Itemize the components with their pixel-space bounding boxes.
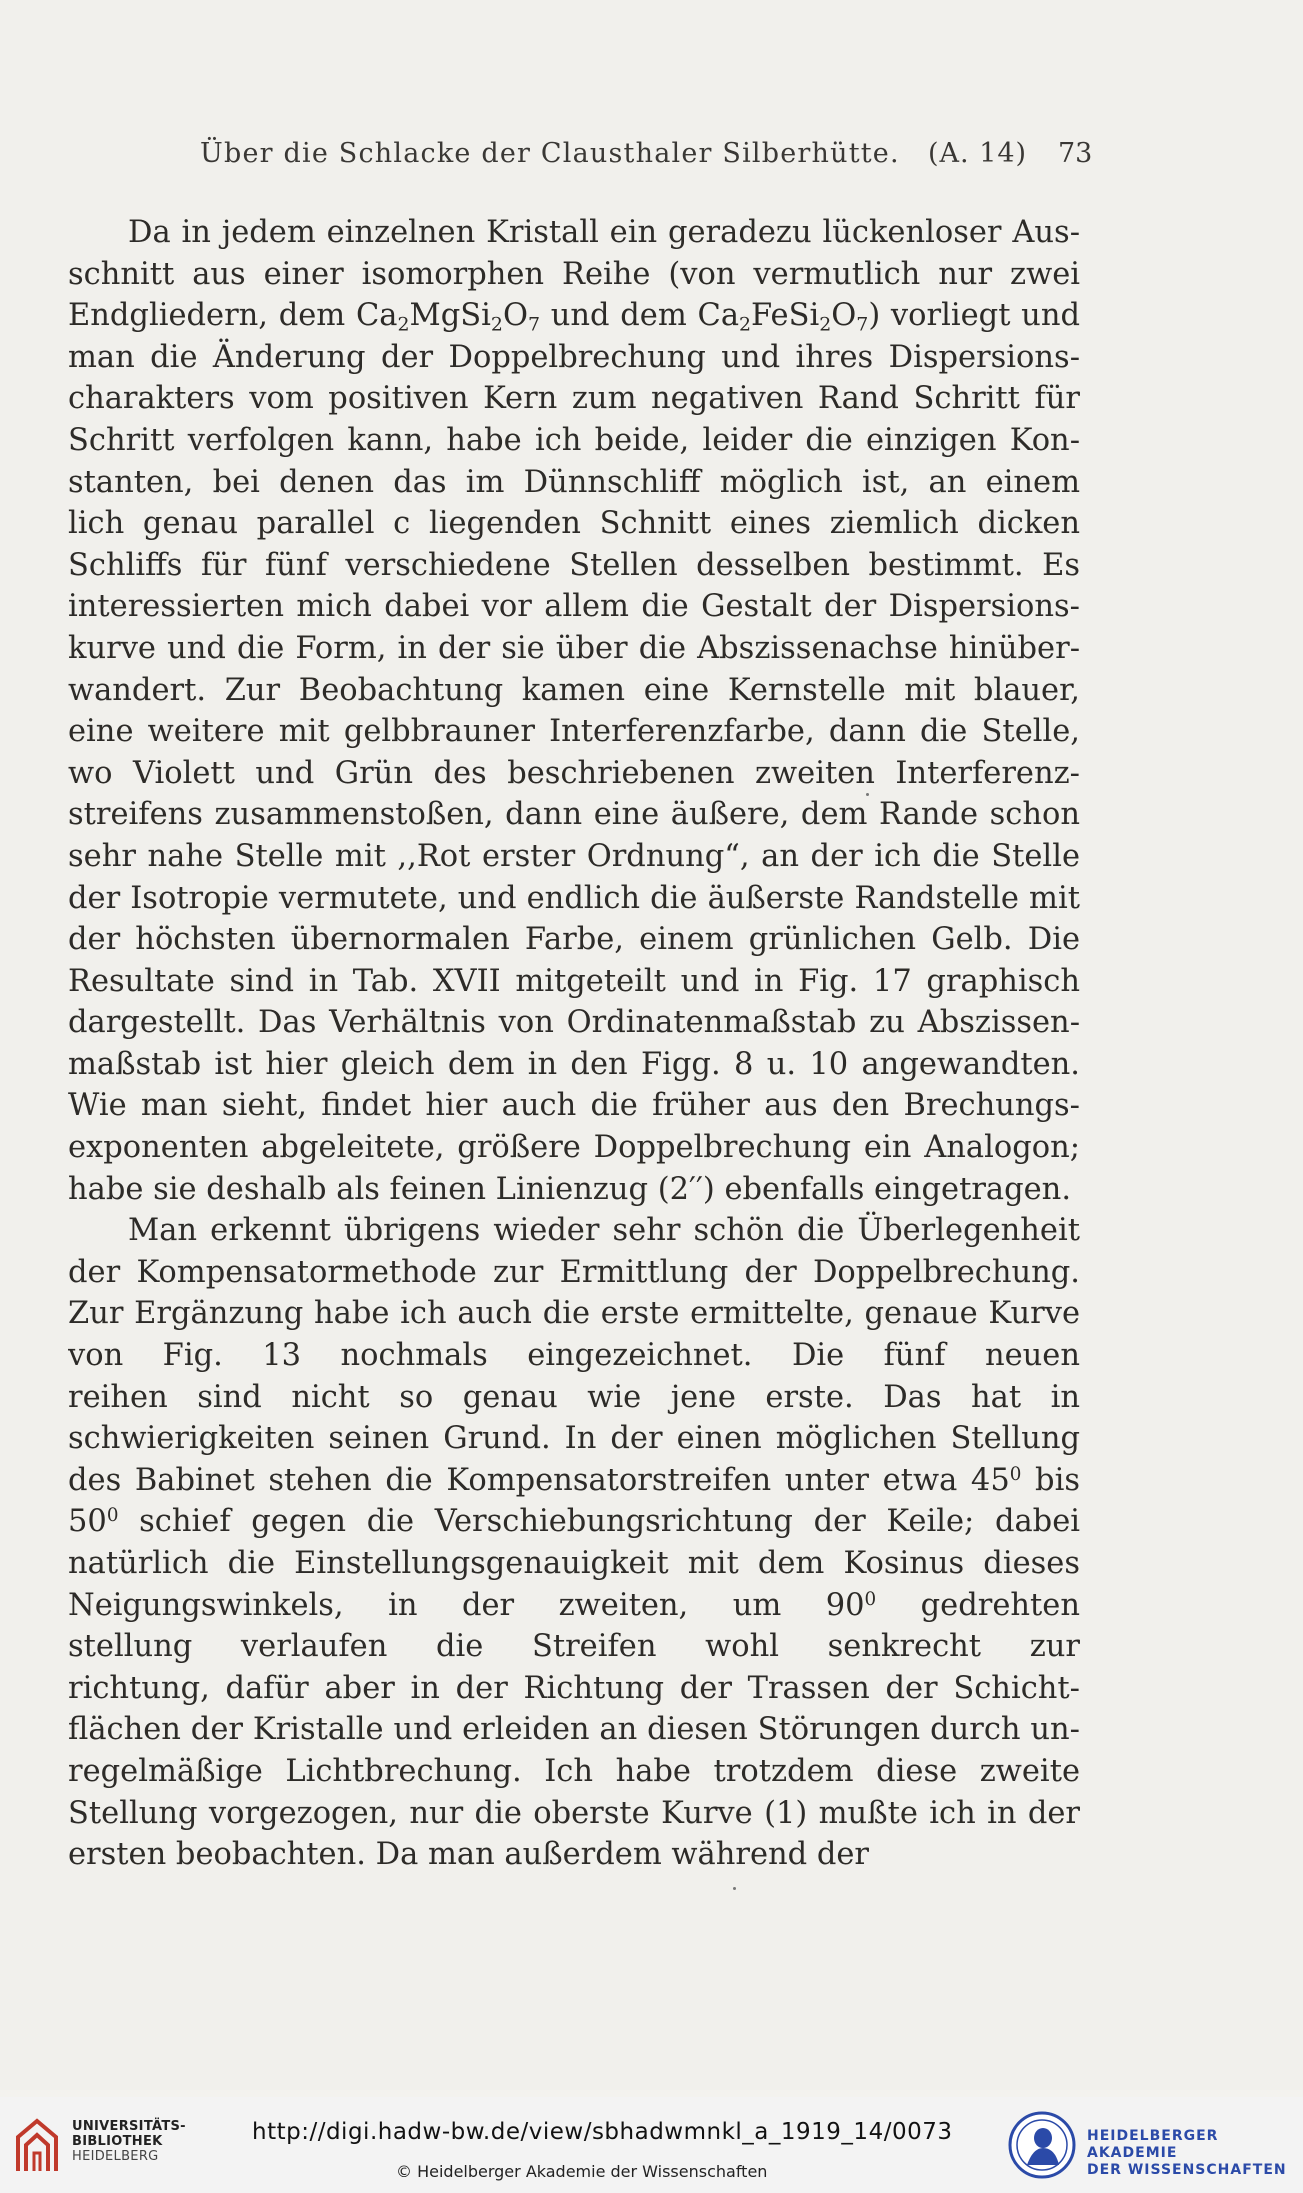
text-line: richtung, dafür aber in der Richtung der Trassen der Schicht- bbox=[68, 1670, 1080, 1706]
academy-name bbox=[1087, 2128, 1303, 2179]
text-line: dargestellt. Das Verhältnis von Ordinatenmaßstab zu Abszissen- bbox=[68, 1005, 1080, 1041]
text-line: Da in jedem einzelnen Kristall ein geradezu lückenloser Aus- bbox=[128, 215, 1080, 250]
copyright-notice: © Heidelberger Akademie der Wissenschaften bbox=[396, 2162, 768, 2181]
text-line: von Fig. 13 nochmals eingezeichnet. Die fünf neuen bbox=[68, 1338, 1080, 1374]
text-line: interessierten mich dabei vor allem die Gestalt der Dispersions- bbox=[68, 589, 1080, 625]
running-title: Über die Schlacke der Clausthaler Silberhütte. bbox=[200, 138, 900, 169]
text-line: lich genau parallel c liegenden Schnitt eines ziemlich dicken bbox=[68, 506, 1080, 542]
text-line: der Isotropie vermutete, und endlich die äußerste Randstelle mit bbox=[68, 880, 1080, 916]
body-text bbox=[68, 212, 1080, 1876]
text-line: flächen der Kristalle und erleiden an diesen Störungen durch un- bbox=[68, 1712, 1080, 1748]
text-line: stanten, bei denen das im Dünnschliff möglich ist, an einem bbox=[68, 464, 1080, 500]
text-line: Schliffs für fünf verschiedene Stellen desselben bestimmt. Es bbox=[68, 547, 1080, 583]
text-line: schwierigkeiten seinen Grund. In der einen möglichen Stellung bbox=[68, 1421, 1080, 1457]
running-head bbox=[0, 138, 1303, 178]
scan-speck bbox=[733, 1887, 736, 1890]
university-library-logo-icon bbox=[12, 2115, 62, 2175]
footer-bar bbox=[0, 2097, 1303, 2193]
text-line: Man erkennt übrigens wieder sehr schön die Überlegenheit bbox=[128, 1213, 1080, 1249]
library-name bbox=[72, 2119, 186, 2164]
text-line: charakters vom positiven Kern zum negativen Rand Schritt für bbox=[68, 381, 1080, 417]
part-reference: (A. 14) bbox=[928, 138, 1028, 169]
text-line: man die Änderung der Doppelbrechung und ihres Dispersions- bbox=[68, 339, 1080, 375]
text-line: natürlich die Einstellungsgenauigkeit mit dem Kosinus dieses bbox=[68, 1546, 1080, 1581]
text-line: exponenten abgeleitete, größere Doppelbrechung ein Analogon; bbox=[68, 1130, 1080, 1166]
text-line: Resultate sind in Tab. XVII mitgeteilt und in Fig. 17 graphisch bbox=[68, 963, 1080, 999]
academy-name-line: DER WISSENSCHAFTEN bbox=[1087, 2162, 1287, 2178]
page-number: 73 bbox=[1058, 138, 1093, 169]
text-line: stellung verlaufen die Streifen wohl senkrecht zur bbox=[68, 1629, 1080, 1665]
text-line: $50^0$ schief gegen die Verschiebungsrichtung der Keile; dabei bbox=[68, 1504, 1080, 1540]
text-line: eine weitere mit gelbbrauner Interferenzfarbe, dann die Stelle, bbox=[68, 714, 1080, 750]
text-line: der höchsten übernormalen Farbe, einem grünlichen Gelb. Die bbox=[68, 922, 1080, 958]
text-line: wo Violett und Grün des beschriebenen zweiten Interferenz- bbox=[68, 755, 1080, 791]
academy-seal-icon bbox=[1007, 2110, 1077, 2180]
permalink[interactable]: http://digi.hadw-bw.de/view/sbhadwmnkl_a_1919_14/0073 bbox=[252, 2119, 953, 2145]
text-line: sehr nahe Stelle mit ,,Rot erster Ordnung“, an der ich die Stelle bbox=[68, 838, 1080, 874]
text-line: Endgliedern, dem $Ca_2MgSi_2O_7$ und dem $Ca_2FeSi_2O_7$) vorliegt und bbox=[68, 298, 1080, 336]
text-line: kurve und die Form, in der sie über die Abszissenachse hinüber- bbox=[68, 630, 1080, 666]
library-name-line: BIBLIOTHEK bbox=[72, 2134, 163, 2149]
text-line: habe sie deshalb als feinen Linienzug (2′′) ebenfalls eingetragen. bbox=[68, 1171, 1072, 1207]
text-line: Schritt verfolgen kann, habe ich beide, leider die einzigen Kon- bbox=[68, 422, 1080, 458]
library-name-line: HEIDELBERG bbox=[72, 2149, 159, 2164]
text-line: der Kompensatormethode zur Ermittlung der Doppelbrechung. bbox=[68, 1254, 1080, 1290]
text-line: Stellung vorgezogen, nur die oberste Kurve (1) mußte ich in der bbox=[68, 1795, 1080, 1831]
text-line: streifens zusammenstoßen, dann eine äußere, dem Rande schon bbox=[68, 797, 1080, 833]
text-line: des Babinet stehen die Kompensatorstreifen unter etwa $45^0$ bis bbox=[68, 1462, 1080, 1498]
text-line: schnitt aus einer isomorphen Reihe (von vermutlich nur zwei bbox=[68, 256, 1080, 292]
text-line: Zur Ergänzung habe ich auch die erste ermittelte, genaue Kurve bbox=[68, 1296, 1080, 1332]
text-line: regelmäßige Lichtbrechung. Ich habe trotzdem diese zweite bbox=[68, 1753, 1080, 1789]
text-line: wandert. Zur Beobachtung kamen eine Kernstelle mit blauer, bbox=[68, 672, 1080, 708]
text-line: ersten beobachten. Da man außerdem während der bbox=[68, 1837, 870, 1873]
library-name-line: UNIVERSITÄTS- bbox=[72, 2119, 186, 2134]
scan-speck bbox=[866, 793, 869, 796]
academy-name-line: HEIDELBERGER AKADEMIE bbox=[1087, 2128, 1219, 2161]
text-line: Neigungswinkels, in der zweiten, um $90^0$ gedrehten bbox=[68, 1587, 1080, 1623]
text-line: maßstab ist hier gleich dem in den Figg. 8 u. 10 angewandten. bbox=[68, 1046, 1080, 1082]
text-line: Wie man sieht, findet hier auch die früher aus den Brechungs- bbox=[68, 1088, 1080, 1124]
text-line: reihen sind nicht so genau wie jene erste. Das hat in bbox=[68, 1379, 1080, 1415]
